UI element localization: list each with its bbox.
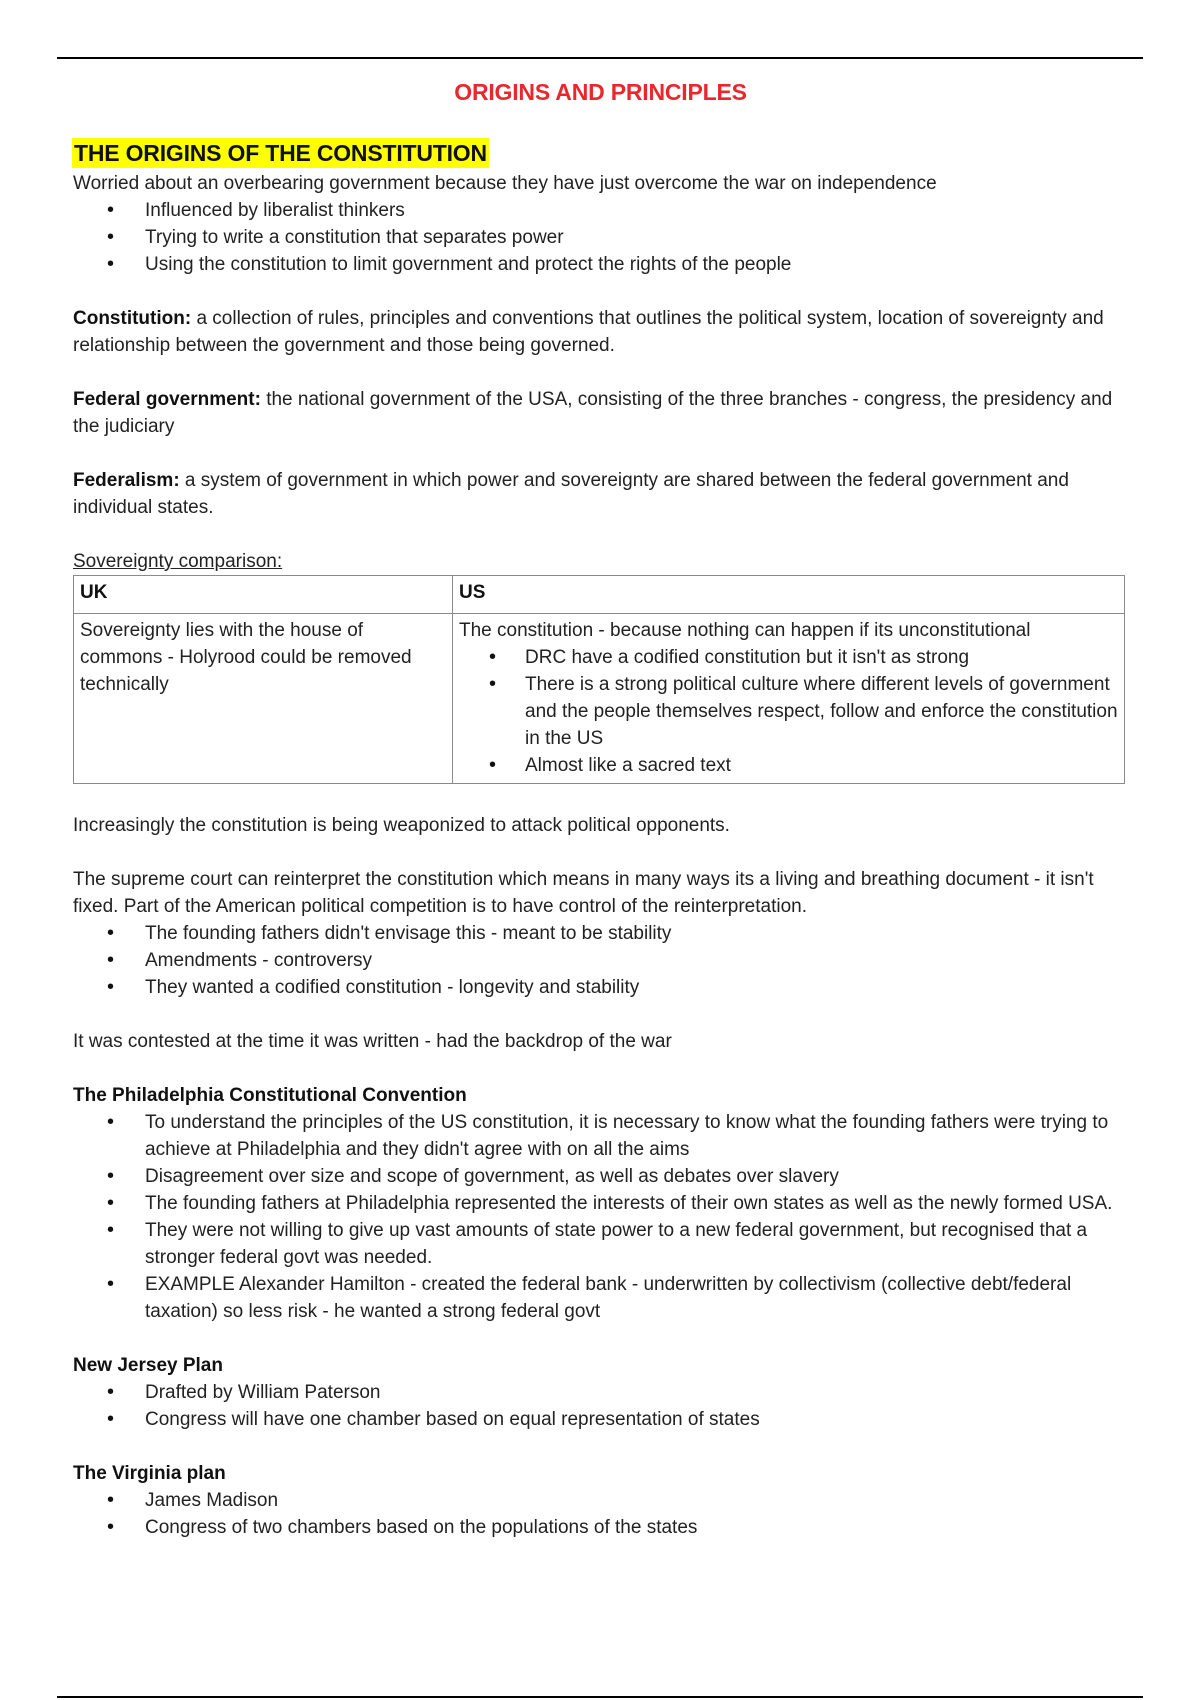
sovereignty-comparison-table	[73, 575, 1125, 784]
definition-federalism	[73, 467, 1128, 521]
list-item: • Disagreement over size and scope of government, as well as debates over slavery	[73, 1163, 1128, 1190]
definition-text: the national government of the USA, consisting of the three branches - congress, the presidency and the judiciary	[73, 389, 1113, 437]
list-item: • They wanted a codified constitution - longevity and stability	[73, 974, 1128, 1001]
virginia-bullet-list	[73, 1487, 1128, 1541]
sovereignty-comparison-label: Sovereignty comparison:	[73, 551, 283, 572]
definition-text: a collection of rules, principles and conventions that outlines the political system, location of sovereignty and relationship between the government and those being governed.	[73, 308, 1104, 356]
list-item: • They were not willing to give up vast amounts of state power to a new federal government, but recognised that a stronger federal govt was needed.	[73, 1217, 1128, 1271]
list-item: • Congress of two chambers based on the populations of the states	[73, 1514, 1128, 1541]
philadelphia-bullet-list	[73, 1109, 1128, 1325]
definition-term: Federal government:	[73, 389, 261, 410]
definition-constitution	[73, 305, 1128, 359]
list-item: • There is a strong political culture where different levels of government and the people themselves respect, follow and enforce the constitution in the US	[459, 671, 1118, 752]
philadelphia-heading: The Philadelphia Constitutional Convention	[73, 1085, 467, 1106]
bottom-rule	[57, 1696, 1143, 1698]
list-item: • Amendments - controversy	[73, 947, 1128, 974]
new-jersey-heading: New Jersey Plan	[73, 1355, 223, 1376]
list-item: • The founding fathers didn't envisage this - meant to be stability	[73, 920, 1128, 947]
reinterpret-paragraph: The supreme court can reinterpret the constitution which means in many ways its a living and breathing document - it isn't fixed. Part of the American political competition is to have control of the reinterpretation.	[73, 869, 1094, 917]
list-item: • Using the constitution to limit government and protect the rights of the people	[73, 251, 1128, 278]
table-cell-uk: Sovereignty lies with the house of commons - Holyrood could be removed technically	[74, 614, 453, 784]
definition-federal-government	[73, 386, 1128, 440]
contested-paragraph: It was contested at the time it was written - had the backdrop of the war	[73, 1031, 672, 1052]
table-cell-us	[453, 614, 1125, 784]
definition-term: Constitution:	[73, 308, 192, 329]
us-intro: The constitution - because nothing can happen if its unconstitutional	[459, 620, 1031, 641]
list-item: • DRC have a codified constitution but it isn't as strong	[459, 644, 1118, 671]
document-page	[73, 74, 1128, 1541]
document-title: ORIGINS AND PRINCIPLES	[454, 79, 747, 105]
weaponized-paragraph: Increasingly the constitution is being weaponized to attack political opponents.	[73, 815, 730, 836]
origins-intro: Worried about an overbearing government because they have just overcome the war on independence	[73, 173, 937, 194]
reinterpret-bullet-list	[73, 920, 1128, 1001]
definition-term: Federalism:	[73, 470, 180, 491]
table-header-us: US	[453, 576, 1125, 614]
list-item: • The founding fathers at Philadelphia represented the interests of their own states as well as the newly formed USA.	[73, 1190, 1128, 1217]
list-item: • Trying to write a constitution that separates power	[73, 224, 1128, 251]
table-row	[74, 614, 1125, 784]
list-item: • Drafted by William Paterson	[73, 1379, 1128, 1406]
list-item: • Congress will have one chamber based on equal representation of states	[73, 1406, 1128, 1433]
list-item: • James Madison	[73, 1487, 1128, 1514]
section-heading-origins: THE ORIGINS OF THE CONSTITUTION	[74, 140, 487, 166]
table-header-row	[74, 576, 1125, 614]
table-header-uk: UK	[74, 576, 453, 614]
list-item: • To understand the principles of the US constitution, it is necessary to know what the founding fathers were trying to achieve at Philadelphia and they didn't agree with on all the aims	[73, 1109, 1128, 1163]
origins-bullet-list	[73, 197, 1128, 278]
virginia-heading: The Virginia plan	[73, 1463, 226, 1484]
us-bullet-list	[459, 644, 1118, 779]
list-item: • Almost like a sacred text	[459, 752, 1118, 779]
definition-text: a system of government in which power and sovereignty are shared between the federal government and individual states.	[73, 470, 1069, 518]
list-item: • EXAMPLE Alexander Hamilton - created the federal bank - underwritten by collectivism (collective debt/federal taxation) so less risk - he wanted a strong federal govt	[73, 1271, 1128, 1325]
top-rule	[57, 57, 1143, 59]
list-item: • Influenced by liberalist thinkers	[73, 197, 1128, 224]
new-jersey-bullet-list	[73, 1379, 1128, 1433]
